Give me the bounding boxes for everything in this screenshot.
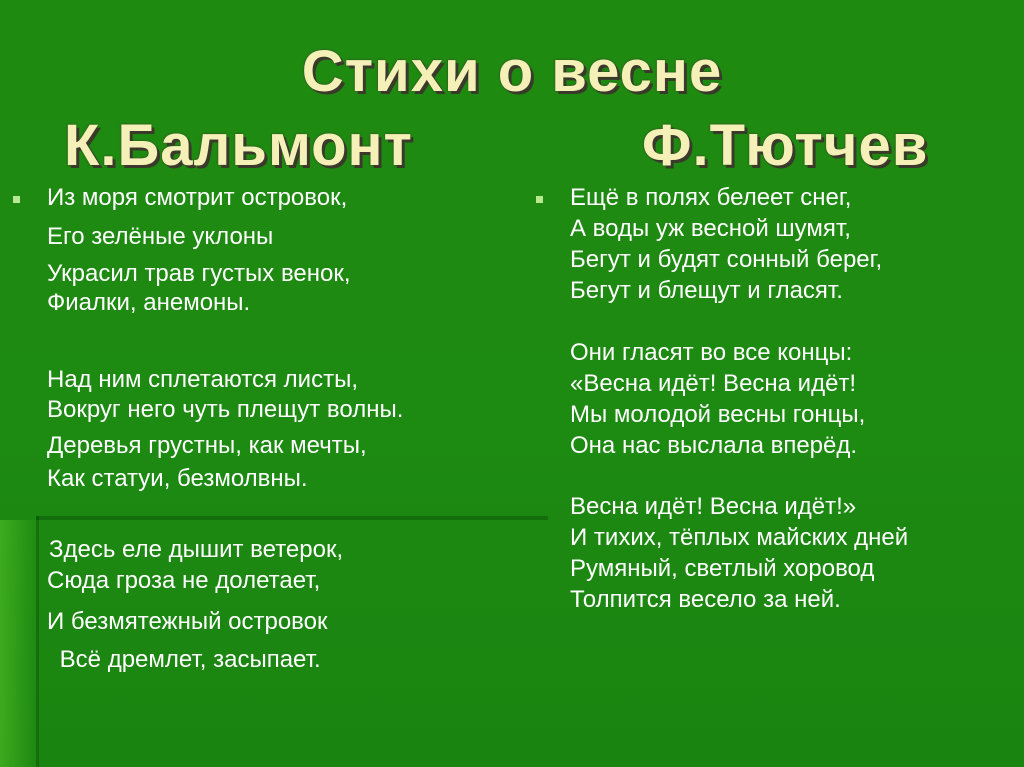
poem-line: Его зелёные уклоны bbox=[47, 223, 274, 250]
slide-title: Стихи о весне bbox=[301, 39, 723, 104]
poem-line: Как статуи, безмолвны. bbox=[47, 465, 308, 492]
poem-line: Румяный, светлый хоровод bbox=[570, 555, 875, 582]
poem-line: Толпится весело за ней. bbox=[570, 586, 841, 613]
author-left: К.Бальмонт bbox=[64, 113, 413, 178]
bullet-icon bbox=[536, 196, 543, 203]
poem-line: Деревья грустны, как мечты, bbox=[47, 432, 367, 459]
poem-line: А воды уж весной шумят, bbox=[570, 215, 851, 242]
poem-line: Всё дремлет, засыпает. bbox=[53, 646, 321, 673]
poem-line: Мы молодой весны гонцы, bbox=[570, 401, 866, 428]
poem-line: Они гласят во все концы: bbox=[570, 339, 853, 366]
poem-line: Бегут и будят сонный берег, bbox=[570, 246, 883, 273]
poem-line: Фиалки, анемоны. bbox=[47, 289, 251, 316]
bullet-icon bbox=[13, 196, 20, 203]
background-line bbox=[36, 516, 548, 520]
poem-line: И безмятежный островок bbox=[47, 608, 328, 635]
poem-line: Ещё в полях белеет снег, bbox=[570, 184, 852, 211]
poem-line: И тихих, тёплых майских дней bbox=[570, 524, 909, 551]
poem-line: Украсил трав густых венок, bbox=[47, 260, 351, 287]
poem-line: Здесь еле дышит ветерок, bbox=[49, 536, 344, 563]
poem-line: Вокруг него чуть плещут волны. bbox=[47, 396, 404, 423]
author-right: Ф.Тютчев bbox=[642, 113, 929, 178]
poem-line: Из моря смотрит островок, bbox=[47, 184, 348, 211]
background-glow bbox=[0, 520, 40, 767]
poem-line: Сюда гроза не долетает, bbox=[47, 567, 321, 594]
poem-line: Весна идёт! Весна идёт!» bbox=[570, 493, 857, 520]
poem-line: Она нас выслала вперёд. bbox=[570, 432, 858, 459]
poem-line: «Весна идёт! Весна идёт! bbox=[570, 370, 857, 397]
poem-line: Бегут и блещут и гласят. bbox=[570, 277, 843, 304]
poem-line: Над ним сплетаются листы, bbox=[47, 366, 358, 393]
